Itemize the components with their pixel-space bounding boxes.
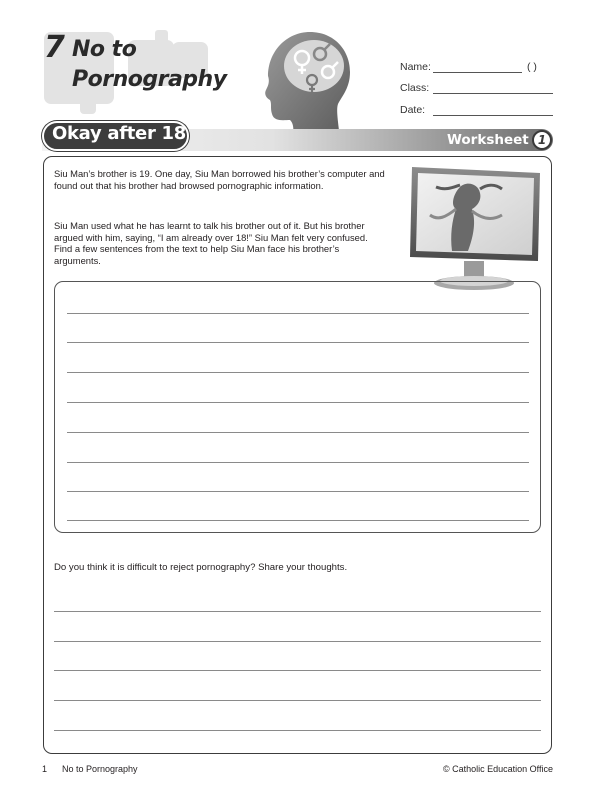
class-number-bracket: ( ) xyxy=(527,61,537,73)
worksheet-label: Worksheet xyxy=(447,132,529,148)
monitor-icon xyxy=(406,165,544,295)
head-brain-icon xyxy=(258,28,360,144)
name-field[interactable] xyxy=(433,72,522,73)
answer-line[interactable] xyxy=(67,491,529,492)
worksheet-number: 1 xyxy=(532,130,552,150)
class-label: Class: xyxy=(400,82,430,94)
answer-line[interactable] xyxy=(54,611,541,612)
copyright: © Catholic Education Office xyxy=(442,764,553,774)
answer-line[interactable] xyxy=(67,313,529,314)
page-title-line2: Pornography xyxy=(72,67,227,92)
page-title-line1: No to xyxy=(72,37,137,62)
question-2: Do you think it is difficult to reject pornography? Share your thoughts. xyxy=(54,562,348,573)
answer-line[interactable] xyxy=(54,730,541,731)
topic-title: Okay after 18 xyxy=(52,123,186,144)
running-title: No to Pornography xyxy=(62,764,138,774)
answer-line[interactable] xyxy=(54,641,541,642)
decor-square xyxy=(80,98,96,114)
answer-line[interactable] xyxy=(54,670,541,671)
answer-line[interactable] xyxy=(67,432,529,433)
answer-line[interactable] xyxy=(67,402,529,403)
answer-line[interactable] xyxy=(54,700,541,701)
date-field[interactable] xyxy=(433,115,553,116)
answer-line[interactable] xyxy=(67,462,529,463)
answer-box-1[interactable] xyxy=(54,281,541,533)
name-label: Name: xyxy=(400,61,431,73)
lesson-number: 7 xyxy=(44,30,64,65)
date-label: Date: xyxy=(400,104,426,116)
passage-paragraph-2: Siu Man used what he has learnt to talk his brother out of it. But his brother argued with him, saying, “I am already over 18!” Siu Man felt very confused. Find a few sentences from the text to help Siu Man face his brother’s arguments. xyxy=(54,220,368,266)
page-number: 1 xyxy=(42,764,48,774)
class-field[interactable] xyxy=(433,93,553,94)
answer-line[interactable] xyxy=(67,520,529,521)
answer-line[interactable] xyxy=(67,372,529,373)
decor-square xyxy=(155,30,168,43)
answer-line[interactable] xyxy=(67,342,529,343)
passage-paragraph-1: Siu Man’s brother is 19. One day, Siu Man borrowed his brother’s computer and found out that his brother had browsed pornographic information. xyxy=(54,168,385,191)
